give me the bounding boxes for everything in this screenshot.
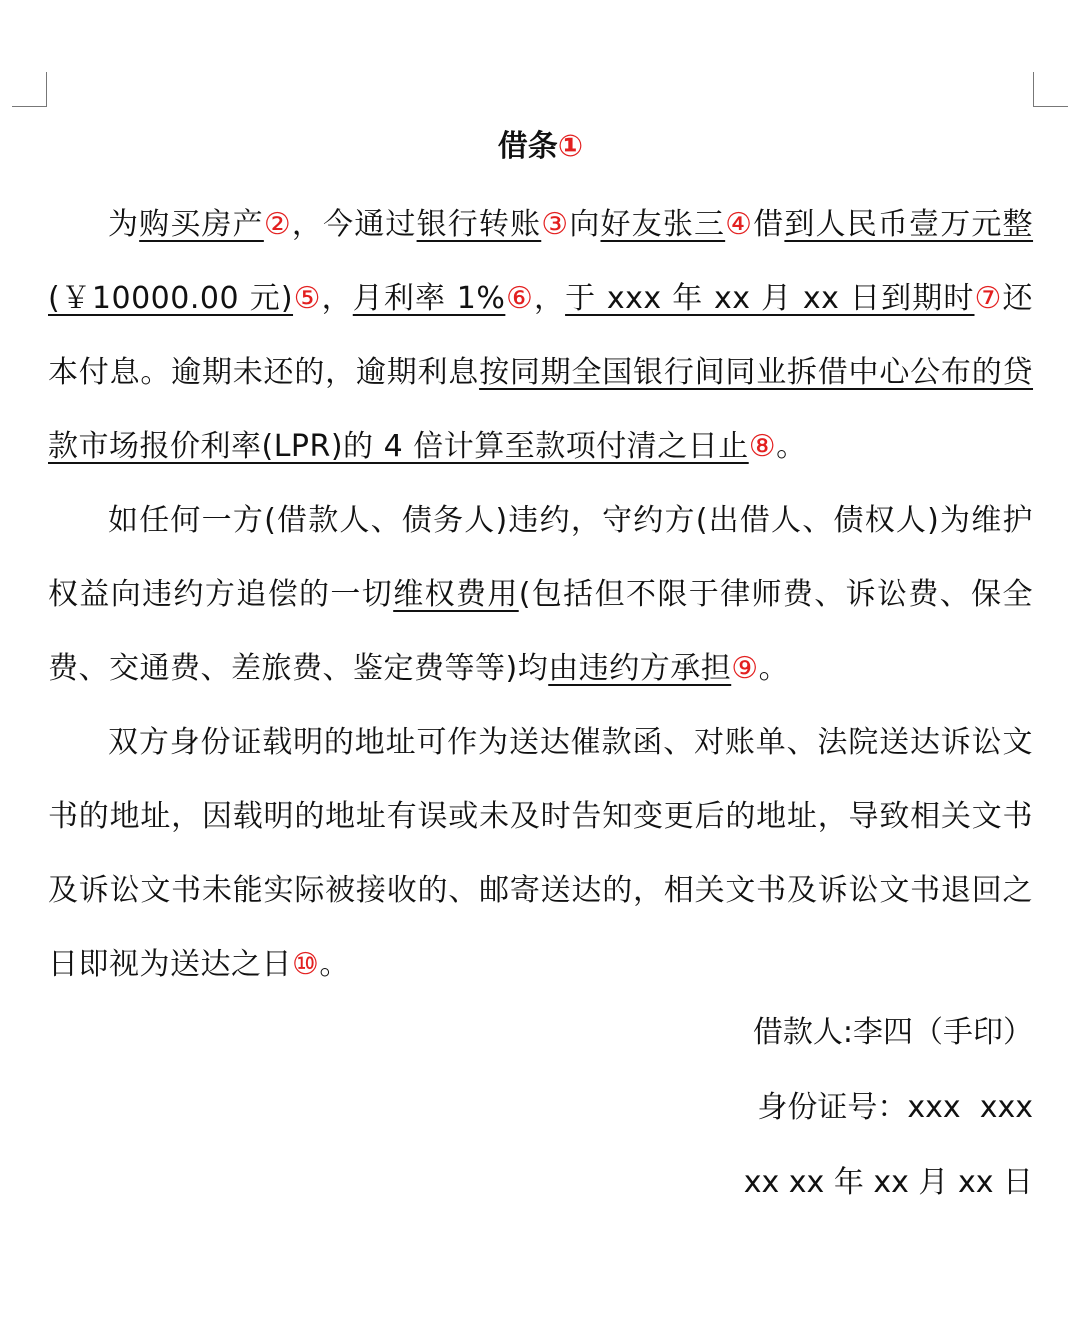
underlined-text: 维权费用 — [393, 577, 519, 612]
underlined-text: 由违约方承担 — [548, 651, 732, 686]
page-corner-mark-top-left — [12, 72, 47, 107]
signature-borrower: 借款人:李四（手印） — [752, 1015, 1033, 1050]
text-run: 。 — [319, 947, 350, 982]
title-text: 借条 — [497, 129, 558, 164]
annotation-marker: ⑥ — [505, 281, 534, 316]
text-run: ， — [533, 281, 566, 316]
annotation-marker: ⑩ — [292, 947, 320, 982]
text-run: 。 — [776, 429, 807, 464]
annotation-marker: ④ — [725, 207, 754, 242]
paragraph-3 — [48, 706, 1033, 1002]
annotation-marker: ② — [263, 207, 292, 242]
text-run: ， — [321, 281, 353, 316]
signature-id-number: 身份证号：xxx xxx — [757, 1090, 1033, 1125]
signature-date: xx xx 年 xx 月 xx 日 — [743, 1165, 1033, 1200]
text-run: (包括但不限于律师费、诉讼费、保全费、交通费、差旅费、鉴定费等等)均 — [48, 577, 1034, 686]
underlined-text: 月利率 1% — [352, 281, 506, 316]
annotation-marker: ③ — [541, 207, 570, 242]
title-marker: ① — [557, 129, 584, 164]
underlined-text: 银行转账 — [416, 207, 542, 242]
page-corner-mark-top-right — [1033, 72, 1068, 107]
underlined-text: 到人民币壹万元整(￥10000.00 元) — [48, 207, 1034, 316]
text-run: ，今通过 — [291, 207, 417, 242]
underlined-text: 好友张三 — [600, 207, 726, 242]
document-body — [48, 114, 1033, 1002]
text-run: 如任何一方(借款人、债务人)违约，守约方(出借人、债权人)为维护权益向违约方追偿的一切 — [48, 503, 1033, 612]
text-run: 为 — [108, 207, 140, 242]
annotation-marker: ⑦ — [974, 281, 1003, 316]
text-run: 。 — [758, 651, 790, 686]
text-run: 双方身份证载明的地址可作为送达催款函、对账单、法院送达诉讼文书的地址，因载明的地址有误或未及时告知变更后的地址，导致相关文书及诉讼文书未能实际被接收的、邮寄送达的，相关文书及诉讼文书退回之日即视为送达之日 — [48, 725, 1033, 982]
annotation-marker: ⑨ — [731, 651, 759, 686]
text-run: 借 — [753, 207, 785, 242]
paragraph-2 — [48, 484, 1033, 706]
annotation-marker: ⑧ — [748, 429, 777, 464]
annotation-marker: ⑤ — [293, 281, 322, 316]
text-run: 还本付息。逾期未还的，逾期利息 — [48, 281, 1034, 390]
underlined-text: 于 xxx 年 xx 月 xx 日到期时 — [565, 281, 975, 316]
text-run: 向 — [569, 207, 601, 242]
underlined-text: 按同期全国银行间同业拆借中心公布的贷款市场报价利率(LPR)的 4 倍计算至款项付清之日止 — [48, 355, 1034, 464]
underlined-text: 购买房产 — [139, 207, 264, 242]
paragraph-1 — [48, 188, 1033, 484]
document-title — [48, 114, 1033, 180]
